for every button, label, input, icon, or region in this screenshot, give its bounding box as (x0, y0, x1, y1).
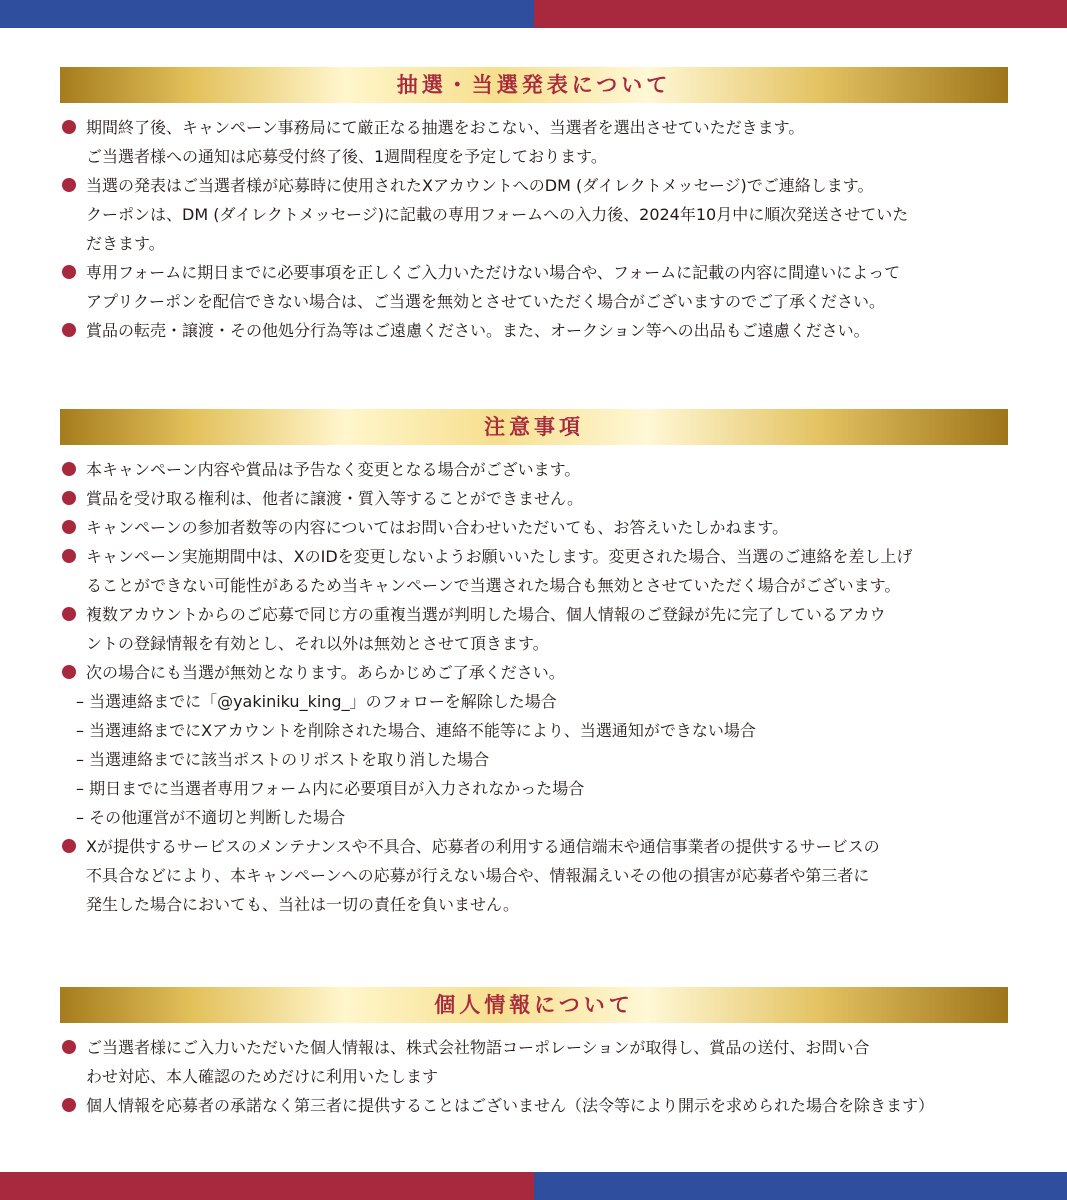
dash-sub-item (60, 687, 1008, 716)
list-item (60, 513, 1008, 542)
item-text-line: 発生した場合においても、当社は一切の責任を負いません。 (86, 895, 519, 914)
bullet-dot-icon (62, 178, 76, 192)
section-privacy (60, 987, 1008, 1120)
sub-item-text: – 当選連絡までにXアカウントを削除された場合、連絡不能等により、当選通知ができない場合 (76, 721, 756, 740)
list-item (60, 658, 1008, 687)
item-text-line: だきます。 (86, 234, 165, 253)
dash-sub-item (60, 745, 1008, 774)
top-bar-red (534, 0, 1067, 28)
bullet-dot-icon (62, 549, 76, 563)
bottom-bar-red (0, 1172, 534, 1200)
section-lottery (60, 67, 1008, 345)
bullet-dot-icon (62, 491, 76, 505)
sub-item-text: – 当選連絡までに該当ポストのリポストを取り消した場合 (76, 750, 490, 769)
item-text-line: 不具合などにより、本キャンペーンへの応募が行えない場合や、情報漏えいその他の損害が応募者や第三者に (86, 866, 870, 885)
sub-item-text: – 当選連絡までに「@yakiniku_king_」のフォローを解除した場合 (76, 692, 557, 711)
sub-item-text: – 期日までに当選者専用フォーム内に必要項目が入力されなかった場合 (76, 779, 585, 798)
item-list (60, 113, 1008, 345)
item-text-line: キャンペーンの参加者数等の内容についてはお問い合わせいただいても、お答えいたしかねます。 (86, 518, 789, 537)
item-text-line: アプリクーポンを配信できない場合は、ご当選を無効とさせていただく場合がございますのでご了承ください。 (86, 292, 886, 311)
item-list (60, 1033, 1008, 1120)
list-item (60, 113, 1008, 171)
item-list (60, 455, 1008, 919)
item-text-line: 本キャンペーン内容や賞品は予告なく変更となる場合がございます。 (86, 460, 581, 479)
section-title: 個人情報について (60, 987, 1008, 1023)
bullet-dot-icon (62, 1098, 76, 1112)
list-item (60, 316, 1008, 345)
item-text-line: 期間終了後、キャンペーン事務局にて厳正なる抽選をおこない、当選者を選出させていただきます。 (86, 118, 805, 137)
item-text-line: 賞品を受け取る権利は、他者に譲渡・質入等することができません。 (86, 489, 583, 508)
item-text-line: ご当選者様にご入力いただいた個人情報は、株式会社物語コーポレーションが取得し、賞品の送付、お問い合 (86, 1038, 870, 1057)
item-text-line: 当選の発表はご当選者様が応募時に使用されたXアカウントへのDM (ダイレクトメッセージ)でご連絡します。 (86, 176, 874, 195)
dash-sub-item (60, 774, 1008, 803)
item-text-line: 次の場合にも当選が無効となります。あらかじめご了承ください。 (86, 663, 565, 682)
item-text-line: 複数アカウントからのご応募で同じ方の重複当選が判明した場合、個人情報のご登録が先に完了しているアカウ (86, 605, 886, 624)
dash-sub-item (60, 716, 1008, 745)
top-bar-blue (0, 0, 534, 28)
list-item (60, 171, 1008, 258)
bullet-dot-icon (62, 323, 76, 337)
section-notes (60, 409, 1008, 919)
item-text-line: ご当選者様への通知は応募受付終了後、1週間程度を予定しております。 (86, 147, 607, 166)
item-text-line: 専用フォームに期日までに必要事項を正しくご入力いただけない場合や、フォームに記載の内容に間違いによって (86, 263, 901, 282)
dash-sub-item (60, 803, 1008, 832)
section-title: 抽選・当選発表について (60, 67, 1008, 103)
list-item (60, 600, 1008, 658)
bullet-dot-icon (62, 462, 76, 476)
section-title: 注意事項 (60, 409, 1008, 445)
bullet-dot-icon (62, 120, 76, 134)
bullet-dot-icon (62, 520, 76, 534)
bullet-dot-icon (62, 665, 76, 679)
list-item (60, 1091, 1008, 1120)
list-item (60, 258, 1008, 316)
bottom-bar-blue (534, 1172, 1067, 1200)
item-text-line: わせ対応、本人確認のためだけに利用いたします (86, 1067, 439, 1086)
item-text-line: 個人情報を応募者の承諾なく第三者に提供することはございません（法令等により開示を求められた場合を除きます） (86, 1096, 935, 1115)
bullet-dot-icon (62, 607, 76, 621)
item-text-line: 賞品の転売・譲渡・その他処分行為等はご遠慮ください。また、オークション等への出品もご遠慮ください。 (86, 321, 870, 340)
list-item (60, 455, 1008, 484)
item-text-line: Xが提供するサービスのメンテナンスや不具合、応募者の利用する通信端末や通信事業者の提供するサービスの (86, 837, 880, 856)
list-item (60, 484, 1008, 513)
item-text-line: ることができない可能性があるため当キャンペーンで当選された場合も無効とさせていただく場合がございます。 (86, 576, 901, 595)
bullet-dot-icon (62, 839, 76, 853)
item-text-line: キャンペーン実施期間中は、XのIDを変更しないようお願いいたします。変更された場合、当選のご連絡を差し上げ (86, 547, 913, 566)
bullet-dot-icon (62, 265, 76, 279)
top-color-bar (0, 0, 1067, 28)
bottom-color-bar (0, 1172, 1067, 1200)
bullet-dot-icon (62, 1040, 76, 1054)
list-item (60, 542, 1008, 600)
item-text-line: クーポンは、DM (ダイレクトメッセージ)に記載の専用フォームへの入力後、2024年10月中に順次発送させていた (86, 205, 909, 224)
list-item (60, 832, 1008, 919)
sub-item-text: – その他運営が不適切と判断した場合 (76, 808, 346, 827)
item-text-line: ントの登録情報を有効とし、それ以外は無効とさせて頂きます。 (86, 634, 549, 653)
list-item (60, 1033, 1008, 1091)
